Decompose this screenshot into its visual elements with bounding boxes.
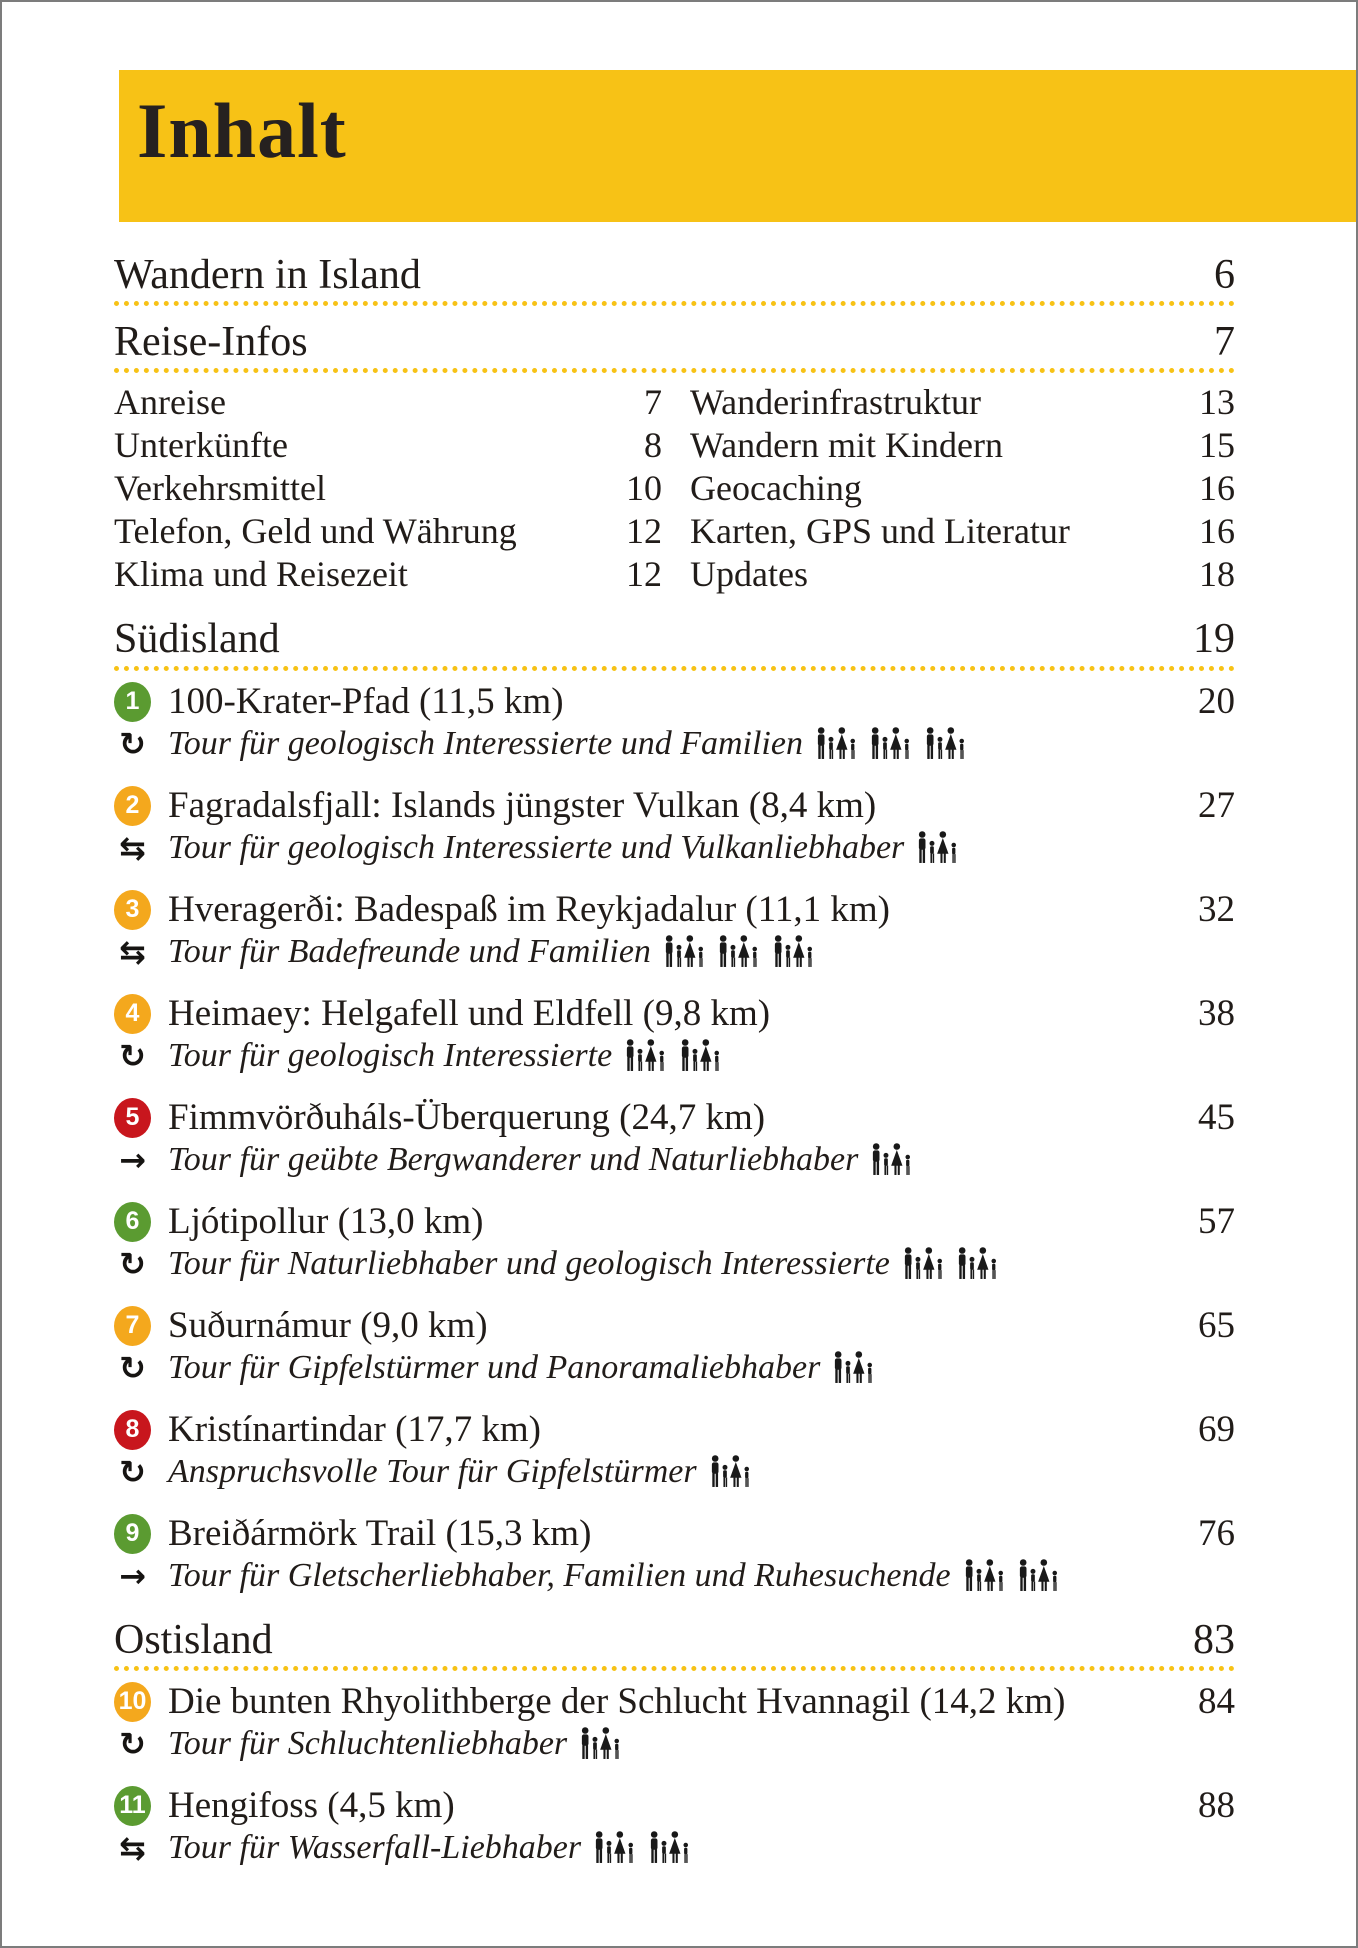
family-people-icon xyxy=(648,1831,695,1864)
toc-subentry-telefon-geld-waehrung[interactable] xyxy=(114,510,662,553)
tour-description: Tour für Badefreunde und Familien xyxy=(168,932,651,970)
toc-entry-reise-infos[interactable] xyxy=(114,319,1235,373)
subsection-column-left xyxy=(114,381,662,596)
tour-title: Fagradalsfjall: Islands jüngster Vulkan (8,4 km) xyxy=(168,785,877,827)
subentry-page-number: 7 xyxy=(644,382,662,423)
two-way-arrows-icon: ⇆ xyxy=(119,828,146,867)
tour-entry-5[interactable] xyxy=(114,1097,1235,1179)
tour-page-number: 20 xyxy=(1198,681,1235,723)
tour-entry-4[interactable] xyxy=(114,993,1235,1075)
suitability-people-icons xyxy=(663,935,819,968)
family-people-icon xyxy=(832,1351,879,1384)
loop-arrow-icon: ↻ xyxy=(119,1452,146,1491)
tour-entry-6[interactable] xyxy=(114,1201,1235,1283)
subentry-label: Telefon, Geld und Währung xyxy=(114,511,517,552)
subentry-label: Unterkünfte xyxy=(114,425,288,466)
tour-title: Kristínartindar (17,7 km) xyxy=(168,1409,541,1451)
tour-page-number: 57 xyxy=(1198,1201,1235,1243)
section-page-number: 19 xyxy=(1193,616,1235,663)
toc-entry-wandern-in-island[interactable] xyxy=(114,252,1235,306)
tour-page-number: 69 xyxy=(1198,1409,1235,1451)
tour-description: Tour für geologisch Interessierte und Familien xyxy=(168,724,803,762)
subentry-page-number: 10 xyxy=(626,468,662,509)
tour-description: Tour für Naturliebhaber und geologisch Interessierte xyxy=(168,1244,890,1282)
subentry-page-number: 15 xyxy=(1199,425,1235,466)
family-people-icon xyxy=(772,935,819,968)
section-label: Wandern in Island xyxy=(114,252,421,298)
subentry-label: Geocaching xyxy=(690,468,862,509)
reise-infos-subsections xyxy=(114,381,1235,596)
tour-page-number: 76 xyxy=(1198,1513,1235,1555)
tour-number-badge: 11 xyxy=(114,1786,151,1826)
loop-arrow-icon: ↻ xyxy=(119,1036,146,1075)
suitability-people-icons xyxy=(593,1831,695,1864)
tour-entry-9[interactable] xyxy=(114,1513,1235,1595)
subentry-label: Updates xyxy=(690,554,808,595)
section-page-number: 83 xyxy=(1193,1616,1235,1663)
subsection-column-right xyxy=(690,381,1235,596)
tour-title: 100-Krater-Pfad (11,5 km) xyxy=(168,681,564,723)
family-people-icon xyxy=(679,1039,726,1072)
tour-number-badge: 1 xyxy=(114,682,151,722)
tour-title: Fimmvörðuháls-Überquerung (24,7 km) xyxy=(168,1097,766,1139)
tour-entry-3[interactable] xyxy=(114,889,1235,971)
family-people-icon xyxy=(593,1831,640,1864)
section-page-number: 6 xyxy=(1214,252,1235,298)
tour-entry-10[interactable] xyxy=(114,1681,1235,1763)
tour-number-badge: 9 xyxy=(114,1514,151,1554)
toc-subentry-wandern-mit-kindern[interactable] xyxy=(690,424,1235,467)
family-people-icon xyxy=(916,831,963,864)
toc-subentry-updates[interactable] xyxy=(690,553,1235,596)
subentry-label: Wandern mit Kindern xyxy=(690,425,1004,466)
tour-description: Tour für Gletscherliebhaber, Familien und Ruhesuchende xyxy=(168,1556,951,1594)
suitability-people-icons xyxy=(916,831,963,864)
subentry-page-number: 12 xyxy=(626,511,662,552)
tour-page-number: 88 xyxy=(1198,1785,1235,1827)
suitability-people-icons xyxy=(579,1727,626,1760)
subentry-label: Wanderinfrastruktur xyxy=(690,382,981,423)
family-people-icon xyxy=(956,1247,1003,1280)
section-label: Ostisland xyxy=(114,1616,273,1663)
subentry-label: Karten, GPS und Literatur xyxy=(690,511,1070,552)
toc-entry-ostisland[interactable] xyxy=(114,1617,1235,1671)
right-arrow-icon: → xyxy=(119,1140,146,1179)
subentry-label: Verkehrsmittel xyxy=(114,468,326,509)
page-header-banner xyxy=(119,70,1356,222)
tour-title: Suðurnámur (9,0 km) xyxy=(168,1305,488,1347)
tour-title: Hengifoss (4,5 km) xyxy=(168,1785,455,1827)
tour-title: Die bunten Rhyolithberge der Schlucht Hvannagil (14,2 km) xyxy=(168,1681,1066,1723)
family-people-icon xyxy=(579,1727,626,1760)
section-label: Reise-Infos xyxy=(114,319,308,366)
family-people-icon xyxy=(815,727,862,760)
tour-page-number: 27 xyxy=(1198,785,1235,827)
right-arrow-icon: → xyxy=(119,1556,146,1595)
suitability-people-icons xyxy=(709,1455,756,1488)
family-people-icon xyxy=(1017,1559,1064,1592)
loop-arrow-icon: ↻ xyxy=(119,1348,146,1387)
toc-subentry-klima-reisezeit[interactable] xyxy=(114,553,662,596)
two-way-arrows-icon: ⇆ xyxy=(119,1828,146,1867)
subentry-label: Klima und Reisezeit xyxy=(114,554,408,595)
family-people-icon xyxy=(717,935,764,968)
suitability-people-icons xyxy=(963,1559,1065,1592)
suitability-people-icons xyxy=(870,1143,917,1176)
tour-entry-11[interactable] xyxy=(114,1785,1235,1867)
tour-page-number: 32 xyxy=(1198,889,1235,931)
tour-number-badge: 4 xyxy=(114,994,151,1034)
section-page-number: 7 xyxy=(1214,319,1235,366)
tour-number-badge: 8 xyxy=(114,1410,151,1450)
family-people-icon xyxy=(902,1247,949,1280)
suitability-people-icons xyxy=(815,727,971,760)
tour-title: Hveragerði: Badespaß im Reykjadalur (11,1 km) xyxy=(168,889,890,931)
tour-title: Heimaey: Helgafell und Eldfell (9,8 km) xyxy=(168,993,771,1035)
page-title: Inhalt xyxy=(137,87,347,174)
tour-number-badge: 3 xyxy=(114,890,151,930)
family-people-icon xyxy=(663,935,710,968)
tour-description: Tour für geübte Bergwanderer und Naturliebhaber xyxy=(168,1140,859,1178)
toc-subentry-verkehrsmittel[interactable] xyxy=(114,467,662,510)
toc-content xyxy=(114,252,1235,1867)
toc-subentry-geocaching[interactable] xyxy=(690,467,1235,510)
loop-arrow-icon: ↻ xyxy=(119,724,146,763)
suitability-people-icons xyxy=(624,1039,726,1072)
family-people-icon xyxy=(870,1143,917,1176)
family-people-icon xyxy=(624,1039,671,1072)
subentry-page-number: 13 xyxy=(1199,382,1235,423)
tour-title: Breiðármörk Trail (15,3 km) xyxy=(168,1513,592,1555)
tour-page-number: 65 xyxy=(1198,1305,1235,1347)
tour-entry-7[interactable] xyxy=(114,1305,1235,1387)
tour-description: Tour für Gipfelstürmer und Panoramaliebhaber xyxy=(168,1348,821,1386)
tour-description: Tour für geologisch Interessierte xyxy=(168,1036,613,1074)
two-way-arrows-icon: ⇆ xyxy=(119,932,146,971)
family-people-icon xyxy=(709,1455,756,1488)
subentry-page-number: 12 xyxy=(626,554,662,595)
loop-arrow-icon: ↻ xyxy=(119,1724,146,1763)
family-people-icon xyxy=(924,727,971,760)
toc-subentry-wanderinfrastruktur[interactable] xyxy=(690,381,1235,424)
tour-entry-2[interactable] xyxy=(114,785,1235,867)
subentry-page-number: 8 xyxy=(644,425,662,466)
toc-entry-suedisland[interactable] xyxy=(114,616,1235,670)
section-label: Südisland xyxy=(114,616,280,663)
tour-description: Tour für Wasserfall-Liebhaber xyxy=(168,1828,582,1866)
tour-entry-8[interactable] xyxy=(114,1409,1235,1491)
subentry-page-number: 16 xyxy=(1199,468,1235,509)
toc-subentry-karten-gps-literatur[interactable] xyxy=(690,510,1235,553)
tour-number-badge: 7 xyxy=(114,1306,151,1346)
tour-title: Ljótipollur (13,0 km) xyxy=(168,1201,484,1243)
tour-page-number: 45 xyxy=(1198,1097,1235,1139)
tour-number-badge: 2 xyxy=(114,786,151,826)
toc-subentry-unterkuenfte[interactable] xyxy=(114,424,662,467)
subentry-page-number: 18 xyxy=(1199,554,1235,595)
tour-number-badge: 10 xyxy=(114,1682,151,1722)
tour-page-number: 38 xyxy=(1198,993,1235,1035)
loop-arrow-icon: ↻ xyxy=(119,1244,146,1283)
tour-page-number: 84 xyxy=(1198,1681,1235,1723)
tour-entry-1[interactable] xyxy=(114,681,1235,763)
toc-subentry-anreise[interactable] xyxy=(114,381,662,424)
tour-description: Anspruchsvolle Tour für Gipfelstürmer xyxy=(168,1452,697,1490)
family-people-icon xyxy=(963,1559,1010,1592)
tour-description: Tour für Schluchtenliebhaber xyxy=(168,1724,568,1762)
subentry-label: Anreise xyxy=(114,382,226,423)
suitability-people-icons xyxy=(832,1351,879,1384)
suedisland-tour-list xyxy=(114,681,1235,1595)
tour-description: Tour für geologisch Interessierte und Vulkanliebhaber xyxy=(168,828,905,866)
family-people-icon xyxy=(869,727,916,760)
tour-number-badge: 6 xyxy=(114,1202,151,1242)
suitability-people-icons xyxy=(902,1247,1004,1280)
ostisland-tour-list xyxy=(114,1681,1235,1867)
subentry-page-number: 16 xyxy=(1199,511,1235,552)
tour-number-badge: 5 xyxy=(114,1098,151,1138)
